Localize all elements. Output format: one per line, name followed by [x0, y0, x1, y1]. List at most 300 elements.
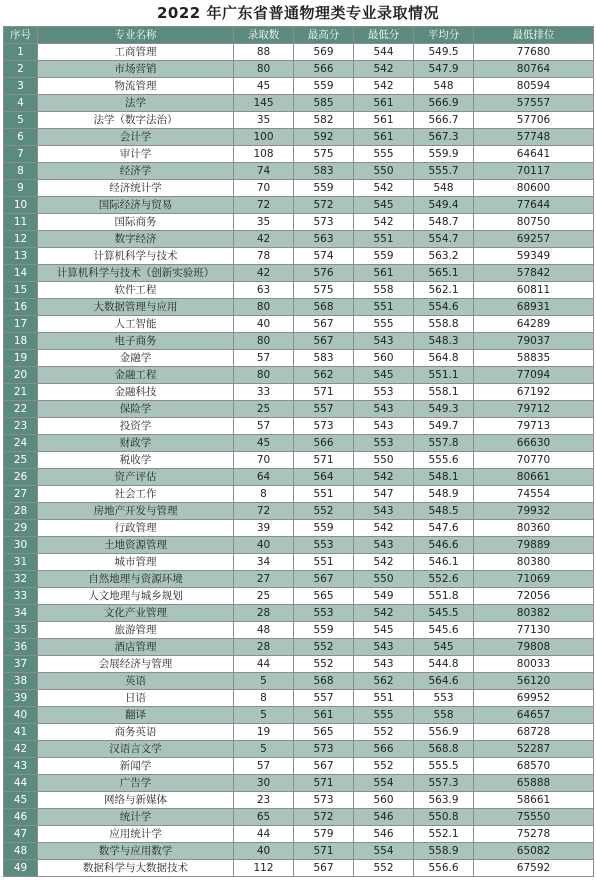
table-cell: 人工智能: [38, 316, 234, 333]
table-cell: 560: [354, 792, 414, 809]
table-cell: 547.6: [414, 520, 474, 537]
table-cell: 30: [234, 775, 294, 792]
table-cell: 79713: [474, 418, 594, 435]
table-cell: 酒店管理: [38, 639, 234, 656]
table-cell: 553: [354, 384, 414, 401]
table-cell: 电子商务: [38, 333, 234, 350]
table-cell: 57557: [474, 95, 594, 112]
table-cell: 549.4: [414, 197, 474, 214]
row-index: 1: [4, 44, 38, 61]
table-row: [4, 673, 594, 690]
table-cell: 社会工作: [38, 486, 234, 503]
table-cell: 40: [234, 843, 294, 860]
table-cell: 8: [234, 486, 294, 503]
table-cell: 39: [234, 520, 294, 537]
row-index: 24: [4, 435, 38, 452]
table-row: [4, 95, 594, 112]
table-cell: 67192: [474, 384, 594, 401]
row-index: 49: [4, 860, 38, 877]
table-cell: 558: [414, 707, 474, 724]
table-cell: 19: [234, 724, 294, 741]
table-cell: 573: [294, 792, 354, 809]
table-cell: 550.8: [414, 809, 474, 826]
table-cell: 57706: [474, 112, 594, 129]
table-cell: 545: [354, 367, 414, 384]
column-header: 平均分: [414, 27, 474, 44]
table-cell: 576: [294, 265, 354, 282]
table-cell: 547: [354, 486, 414, 503]
table-cell: 45: [234, 435, 294, 452]
table-cell: 553: [294, 537, 354, 554]
table-cell: 563.2: [414, 248, 474, 265]
table-row: [4, 843, 594, 860]
table-cell: 80764: [474, 61, 594, 78]
table-cell: 569: [294, 44, 354, 61]
table-cell: 66630: [474, 435, 594, 452]
table-cell: 555: [354, 316, 414, 333]
row-index: 17: [4, 316, 38, 333]
table-cell: 548.5: [414, 503, 474, 520]
table-cell: 广告学: [38, 775, 234, 792]
table-cell: 汉语言文学: [38, 741, 234, 758]
row-index: 25: [4, 452, 38, 469]
table-cell: 553: [354, 435, 414, 452]
row-index: 39: [4, 690, 38, 707]
table-cell: 80661: [474, 469, 594, 486]
table-cell: 543: [354, 656, 414, 673]
table-row: [4, 129, 594, 146]
table-cell: 72: [234, 197, 294, 214]
table-cell: 553: [414, 690, 474, 707]
table-cell: 567: [294, 316, 354, 333]
table-cell: 64289: [474, 316, 594, 333]
table-cell: 552: [294, 503, 354, 520]
row-index: 29: [4, 520, 38, 537]
table-cell: 585: [294, 95, 354, 112]
table-cell: 71069: [474, 571, 594, 588]
table-cell: 市场营销: [38, 61, 234, 78]
row-index: 33: [4, 588, 38, 605]
table-cell: 法学（数字法治）: [38, 112, 234, 129]
table-cell: 69952: [474, 690, 594, 707]
table-cell: 79712: [474, 401, 594, 418]
table-row: [4, 792, 594, 809]
table-cell: 经济学: [38, 163, 234, 180]
row-index: 40: [4, 707, 38, 724]
table-cell: 543: [354, 537, 414, 554]
table-cell: 561: [354, 265, 414, 282]
table-row: [4, 758, 594, 775]
table-cell: 550: [354, 571, 414, 588]
table-cell: 564.6: [414, 673, 474, 690]
table-cell: 财政学: [38, 435, 234, 452]
table-cell: 546: [354, 809, 414, 826]
table-cell: 77644: [474, 197, 594, 214]
table-cell: 65888: [474, 775, 594, 792]
table-row: [4, 486, 594, 503]
row-index: 44: [4, 775, 38, 792]
table-cell: 571: [294, 384, 354, 401]
table-cell: 80: [234, 333, 294, 350]
table-cell: 日语: [38, 690, 234, 707]
table-cell: 文化产业管理: [38, 605, 234, 622]
table-cell: 566.7: [414, 112, 474, 129]
table-row: [4, 520, 594, 537]
table-cell: 88: [234, 44, 294, 61]
table-row: [4, 44, 594, 61]
row-index: 14: [4, 265, 38, 282]
table-cell: 翻译: [38, 707, 234, 724]
table-cell: 554: [354, 775, 414, 792]
table-cell: 565: [294, 724, 354, 741]
table-cell: 552: [354, 724, 414, 741]
table-cell: 559: [294, 622, 354, 639]
row-index: 28: [4, 503, 38, 520]
row-index: 26: [4, 469, 38, 486]
table-row: [4, 401, 594, 418]
table-cell: 573: [294, 214, 354, 231]
table-cell: 57: [234, 758, 294, 775]
row-index: 5: [4, 112, 38, 129]
table-cell: 563.9: [414, 792, 474, 809]
table-cell: 565: [294, 588, 354, 605]
table-cell: 542: [354, 61, 414, 78]
table-cell: 552: [294, 656, 354, 673]
table-cell: 559: [294, 520, 354, 537]
row-index: 36: [4, 639, 38, 656]
table-row: [4, 316, 594, 333]
table-cell: 60811: [474, 282, 594, 299]
table-cell: 573: [294, 418, 354, 435]
table-cell: 79932: [474, 503, 594, 520]
table-cell: 554: [354, 843, 414, 860]
row-index: 3: [4, 78, 38, 95]
table-row: [4, 78, 594, 95]
table-cell: 68728: [474, 724, 594, 741]
table-cell: 70: [234, 180, 294, 197]
table-cell: 557: [294, 401, 354, 418]
table-row: [4, 61, 594, 78]
table-row: [4, 826, 594, 843]
table-cell: 59349: [474, 248, 594, 265]
table-cell: 58661: [474, 792, 594, 809]
table-cell: 计算机科学与技术: [38, 248, 234, 265]
table-row: [4, 367, 594, 384]
table-cell: 548.1: [414, 469, 474, 486]
table-cell: 566.9: [414, 95, 474, 112]
table-cell: 会计学: [38, 129, 234, 146]
table-cell: 国际经济与贸易: [38, 197, 234, 214]
row-index: 43: [4, 758, 38, 775]
table-cell: 44: [234, 656, 294, 673]
table-cell: 544: [354, 44, 414, 61]
table-cell: 557.8: [414, 435, 474, 452]
table-cell: 551: [294, 554, 354, 571]
table-cell: 553: [294, 605, 354, 622]
table-cell: 568: [294, 673, 354, 690]
table-cell: 545: [414, 639, 474, 656]
table-row: [4, 656, 594, 673]
row-index: 47: [4, 826, 38, 843]
table-row: [4, 282, 594, 299]
table-row: [4, 231, 594, 248]
table-cell: 土地资源管理: [38, 537, 234, 554]
table-cell: 大数据管理与应用: [38, 299, 234, 316]
page-title: 2022 年广东省普通物理类专业录取情况: [157, 4, 439, 22]
table-cell: 44: [234, 826, 294, 843]
table-cell: 549.5: [414, 44, 474, 61]
table-cell: 561: [354, 95, 414, 112]
table-cell: 68931: [474, 299, 594, 316]
row-index: 12: [4, 231, 38, 248]
table-cell: 65082: [474, 843, 594, 860]
table-cell: 555: [354, 146, 414, 163]
table-cell: 自然地理与资源环境: [38, 571, 234, 588]
table-cell: 75278: [474, 826, 594, 843]
table-cell: 551: [294, 486, 354, 503]
table-cell: 545.5: [414, 605, 474, 622]
table-cell: 77130: [474, 622, 594, 639]
table-row: [4, 537, 594, 554]
table-cell: 112: [234, 860, 294, 877]
row-index: 8: [4, 163, 38, 180]
table-cell: 552: [354, 860, 414, 877]
column-header: 录取数: [234, 27, 294, 44]
row-index: 41: [4, 724, 38, 741]
table-cell: 64657: [474, 707, 594, 724]
table-row: [4, 214, 594, 231]
table-cell: 567: [294, 860, 354, 877]
table-cell: 金融科技: [38, 384, 234, 401]
table-cell: 软件工程: [38, 282, 234, 299]
table-cell: 72: [234, 503, 294, 520]
table-cell: 35: [234, 112, 294, 129]
table-cell: 551: [354, 231, 414, 248]
table-cell: 542: [354, 520, 414, 537]
table-cell: 558: [354, 282, 414, 299]
table-cell: 542: [354, 469, 414, 486]
row-index: 32: [4, 571, 38, 588]
table-cell: 559: [294, 78, 354, 95]
table-row: [4, 418, 594, 435]
table-cell: 549: [354, 588, 414, 605]
table-cell: 57748: [474, 129, 594, 146]
table-cell: 28: [234, 639, 294, 656]
row-index: 11: [4, 214, 38, 231]
table-cell: 555.7: [414, 163, 474, 180]
table-cell: 555.5: [414, 758, 474, 775]
table-cell: 57: [234, 418, 294, 435]
table-cell: 558.1: [414, 384, 474, 401]
row-index: 45: [4, 792, 38, 809]
table-row: [4, 809, 594, 826]
row-index: 7: [4, 146, 38, 163]
table-cell: 34: [234, 554, 294, 571]
table-row: [4, 265, 594, 282]
table-cell: 40: [234, 537, 294, 554]
table-cell: 77680: [474, 44, 594, 61]
table-cell: 80: [234, 367, 294, 384]
table-cell: 75550: [474, 809, 594, 826]
table-row: [4, 554, 594, 571]
table-cell: 575: [294, 282, 354, 299]
table-cell: 80: [234, 61, 294, 78]
table-cell: 548.9: [414, 486, 474, 503]
table-cell: 555: [354, 707, 414, 724]
table-cell: 税收学: [38, 452, 234, 469]
table-cell: 计算机科学与技术（创新实验班）: [38, 265, 234, 282]
table-cell: 57: [234, 350, 294, 367]
column-header: 专业名称: [38, 27, 234, 44]
table-cell: 79808: [474, 639, 594, 656]
table-cell: 566: [294, 61, 354, 78]
table-row: [4, 741, 594, 758]
row-index: 48: [4, 843, 38, 860]
table-row: [4, 724, 594, 741]
header-row: [4, 27, 594, 44]
table-row: [4, 197, 594, 214]
table-cell: 545.6: [414, 622, 474, 639]
table-cell: 金融学: [38, 350, 234, 367]
row-index: 30: [4, 537, 38, 554]
table-cell: 543: [354, 401, 414, 418]
table-cell: 556.6: [414, 860, 474, 877]
table-cell: 52287: [474, 741, 594, 758]
table-row: [4, 503, 594, 520]
table-cell: 546.1: [414, 554, 474, 571]
table-cell: 571: [294, 843, 354, 860]
table-cell: 548.3: [414, 333, 474, 350]
table-cell: 550: [354, 163, 414, 180]
table-cell: 561: [354, 129, 414, 146]
table-cell: 548.7: [414, 214, 474, 231]
table-cell: 564: [294, 469, 354, 486]
table-cell: 58835: [474, 350, 594, 367]
row-index: 27: [4, 486, 38, 503]
table-cell: 法学: [38, 95, 234, 112]
table-cell: 保险学: [38, 401, 234, 418]
row-index: 15: [4, 282, 38, 299]
table-cell: 68570: [474, 758, 594, 775]
table-cell: 资产评估: [38, 469, 234, 486]
row-index: 38: [4, 673, 38, 690]
table-cell: 5: [234, 707, 294, 724]
row-index: 42: [4, 741, 38, 758]
table-row: [4, 350, 594, 367]
table-row: [4, 163, 594, 180]
table-cell: 543: [354, 333, 414, 350]
table-cell: 552.1: [414, 826, 474, 843]
table-cell: 575: [294, 146, 354, 163]
table-cell: 543: [354, 418, 414, 435]
table-row: [4, 435, 594, 452]
row-index: 31: [4, 554, 38, 571]
table-cell: 63: [234, 282, 294, 299]
table-cell: 审计学: [38, 146, 234, 163]
table-cell: 45: [234, 78, 294, 95]
table-cell: 80600: [474, 180, 594, 197]
table-row: [4, 112, 594, 129]
table-cell: 545: [354, 197, 414, 214]
table-cell: 568: [294, 299, 354, 316]
table-row: [4, 605, 594, 622]
table-row: [4, 622, 594, 639]
table-cell: 80380: [474, 554, 594, 571]
table-cell: 国际商务: [38, 214, 234, 231]
table-cell: 561: [294, 707, 354, 724]
table-cell: 5: [234, 673, 294, 690]
table-cell: 542: [354, 554, 414, 571]
table-cell: 人文地理与城乡规划: [38, 588, 234, 605]
table-cell: 80033: [474, 656, 594, 673]
table-cell: 546: [354, 826, 414, 843]
table-cell: 5: [234, 741, 294, 758]
table-cell: 558.9: [414, 843, 474, 860]
table-cell: 79037: [474, 333, 594, 350]
table-cell: 23: [234, 792, 294, 809]
table-cell: 555.6: [414, 452, 474, 469]
table-cell: 571: [294, 775, 354, 792]
table-cell: 42: [234, 265, 294, 282]
table-cell: 544.8: [414, 656, 474, 673]
table-cell: 551: [354, 690, 414, 707]
table-cell: 563: [294, 231, 354, 248]
table-cell: 78: [234, 248, 294, 265]
table-cell: 69257: [474, 231, 594, 248]
table-cell: 42: [234, 231, 294, 248]
row-index: 35: [4, 622, 38, 639]
table-row: [4, 469, 594, 486]
table-cell: 543: [354, 639, 414, 656]
table-cell: 65: [234, 809, 294, 826]
table-cell: 551: [354, 299, 414, 316]
table-cell: 80360: [474, 520, 594, 537]
table-cell: 564.8: [414, 350, 474, 367]
table-cell: 567.3: [414, 129, 474, 146]
table-cell: 558.8: [414, 316, 474, 333]
table-row: [4, 775, 594, 792]
table-row: [4, 588, 594, 605]
table-cell: 554.7: [414, 231, 474, 248]
table-cell: 583: [294, 163, 354, 180]
table-cell: 550: [354, 452, 414, 469]
table-cell: 工商管理: [38, 44, 234, 61]
row-index: 37: [4, 656, 38, 673]
table-cell: 新闻学: [38, 758, 234, 775]
table-cell: 542: [354, 214, 414, 231]
table-cell: 70117: [474, 163, 594, 180]
table-cell: 542: [354, 180, 414, 197]
table-cell: 548: [414, 180, 474, 197]
table-cell: 567: [294, 758, 354, 775]
table-cell: 投资学: [38, 418, 234, 435]
table-row: [4, 707, 594, 724]
row-index: 16: [4, 299, 38, 316]
table-cell: 561: [354, 112, 414, 129]
table-cell: 80382: [474, 605, 594, 622]
table-cell: 545: [354, 622, 414, 639]
row-index: 9: [4, 180, 38, 197]
table-cell: 552: [354, 758, 414, 775]
table-cell: 数字经济: [38, 231, 234, 248]
table-cell: 33: [234, 384, 294, 401]
table-cell: 145: [234, 95, 294, 112]
row-index: 18: [4, 333, 38, 350]
table-cell: 567: [294, 333, 354, 350]
table-cell: 物流管理: [38, 78, 234, 95]
table-cell: 数据科学与大数据技术: [38, 860, 234, 877]
table-cell: 551.8: [414, 588, 474, 605]
